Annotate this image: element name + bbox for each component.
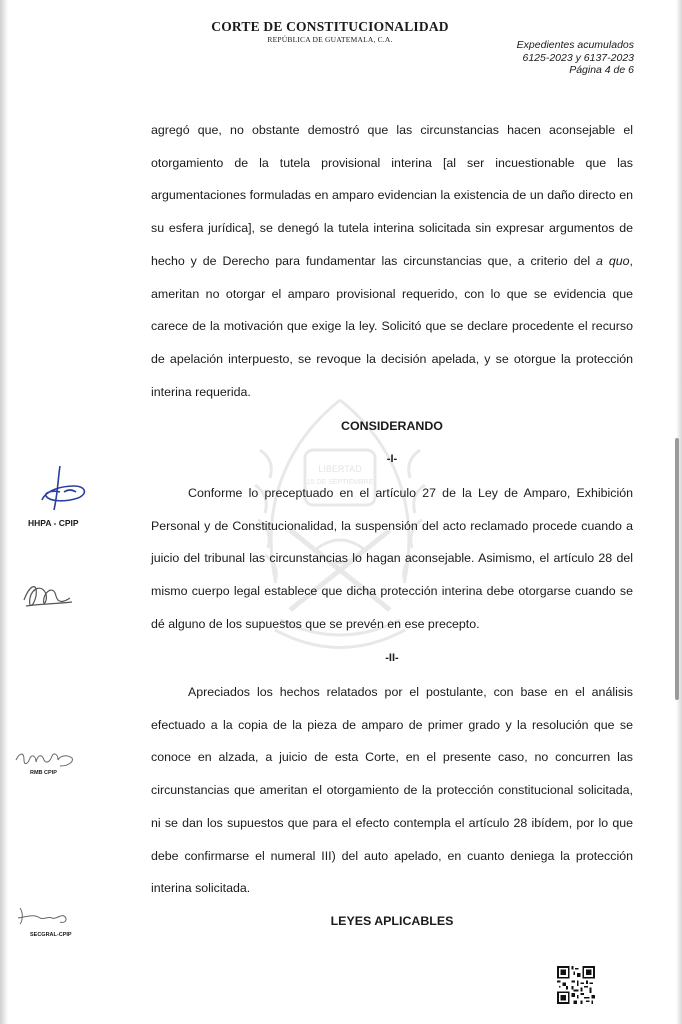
watermark-text: 15 DE SEPTIEMBRE [306, 479, 374, 486]
signature-mark [16, 904, 72, 928]
signature-mark [20, 576, 76, 616]
signature-mark [14, 748, 76, 772]
signature-label: SECGRAL-CPIP [30, 932, 72, 938]
paragraph-text: , ameritan no otorgar el amparo provisional requerido, con lo que se evidencia que carece de la motivación que exige la ley. Solicitó que se declare procedente el recurso de apelación interpuesto, se revoque la decisión apelada, y se otorgue la protección interina requerida. [151, 253, 633, 399]
court-subtitle: REPÚBLICA DE GUATEMALA, C.A. [267, 35, 393, 44]
considerando-heading: CONSIDERANDO [341, 419, 443, 433]
paragraph-text: Conforme lo preceptuado en el artículo 27 de la Ley de Amparo, Exhibición Personal y de Constitucionalidad, la suspensión del acto reclamado procede cuando a juicio del tribunal las circunstancias lo hagan aconsejable. Asimismo, el artículo 28 del mismo cuerpo legal establece que dicha protección interina debe otorgarse cuando se dé alguno de los supuestos que se prevén en ese precepto. [151, 486, 633, 631]
signature-mark [36, 462, 92, 518]
case-info [517, 39, 634, 77]
watermark-text: LIBERTAD [318, 464, 362, 474]
paragraph-analysis [151, 676, 633, 905]
section-number-1: -I- [386, 453, 398, 465]
court-name: CORTE DE CONSTITUCIONALIDAD [211, 19, 449, 34]
paragraph-petition [151, 114, 633, 408]
qr-code [557, 966, 595, 1004]
page-edge-shadow [0, 0, 8, 1024]
signature-label: RMB CPIP [30, 770, 57, 776]
paragraph-text: agregó que, no obstante demostró que las circunstancias hacen aconsejable el otorgamiento de la tutela provisional interina [al ser incuestionable que las argumentaciones formuladas en amparo evidencian la existencia de un daño directo en su esfera jurídica], se denegó la tutela interina solicitada sin expresar argumentos de hecho y de Derecho para fundamentar las circunstancias que, a criterio del [151, 123, 633, 268]
page-number: Página 4 de 6 [569, 64, 634, 76]
scrollbar-thumb[interactable] [675, 438, 679, 700]
section-number-2: -II- [385, 652, 399, 664]
leyes-aplicables-heading: LEYES APLICABLES [330, 914, 454, 928]
case-type: Expedientes acumulados [516, 39, 634, 51]
latin-term: a quo [596, 253, 630, 268]
paragraph-legal-basis [151, 477, 633, 641]
signature-label: HHPA - CPIP [28, 518, 79, 528]
case-numbers: 6125-2023 y 6137-2023 [522, 51, 634, 64]
paragraph-text: Apreciados los hechos relatados por el postulante, con base en el análisis efectuado a la copia de la pieza de amparo de primer grado y la resolución que se conoce en alzada, a juicio de esta Corte, en el presente caso, no concurren las circunstancias que ameritan el otorgamiento de la protección constitucional solicitada, ni se dan los supuestos que para el efecto contempla el artículo 28 ibídem, por lo que debe confirmarse el numeral III) del auto apelado, en cuanto deniega la protección interina solicitada. [151, 685, 633, 896]
